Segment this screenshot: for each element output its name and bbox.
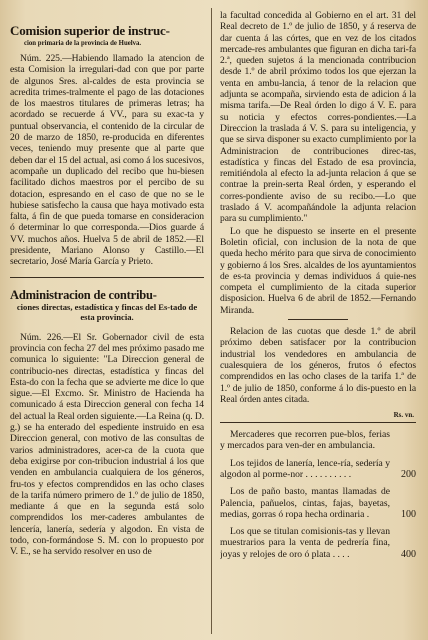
- signature-rule: [288, 319, 348, 320]
- currency-column-label: Rs. vn.: [393, 411, 414, 420]
- article-225-body: Núm. 225.—Habiendo llamado la atencion de esta Comision la irregulari-dad con que por parte de algunos Sres. al-caldes de esta provincia se acredita trimes-tralmente el pago de las dotaciones de los maestros titulares de primeras letras; ha acordado se recuerde á VV., para su exac-ta y puntual observancia, el contenido de la circular de 20 de marzo de 1850, re-producida en diferentes veces, teniendo muy presente que al parte que deben dar el 15 del actual, asi como á los sucesivos, acompañe un duplicado del recibo que hu-biesen facilitado dichos maestros por el percibo de su dotacion, espresando en el caso de que no se le hubiese satisfecho la causa que haya motivado esta falta, á fin de que pueda tomarse en consideracion ó determinar lo que corresponda.—Dios guarde á VV. muchos años. Huelva 5 de abril de 1852.—El presidente, Mariano Alonso y Castillo.—El secretario, José María García y Prieto.: [10, 53, 204, 268]
- relacion-intro: Relacion de las cuotas que desde 1.º de abril próximo deben satisfacer por la contribucion industrial los vendedores en ambulancia de cualesquiera de los géneros, frutos ó efectos comprendidos en las ocho clases de la tarifa 1.ª de 1.º de julio de 1850, conforme á lo dis-puesto en la Real órden antes citada.: [220, 326, 416, 405]
- item-text: Mercaderes que recorren pue-blos, ferias y mercados para ven-der en ambulancia.: [220, 429, 390, 452]
- item-value: 200: [401, 468, 416, 480]
- table-rule: [220, 422, 416, 423]
- list-item: [220, 526, 416, 560]
- article-226-continuation: la facultad concedida al Gobierno en el art. 31 del Real decreto de 1.º de julio de 1850, y á reserva de dar cuenta á las córtes, que en vez de los citados mercade-res ambulantes que figuran en dicha tari-fa 2.ª, queden sujetos á la mencionada contribucion desde 1.º de abril próximo todos los que ejerzan la venta en ambu-lancia, á tenor de la relacion que adjunta se acompaña, sirviendo esta de adicion á la misma tarifa.—De Real órden lo digo á V. E. para su noticia y efectos corres-pondientes.—La Direccion la traslada á V. S. para su inteligencia, y que se sirva disponer su exacto cumplimiento por la Administracion de contribuciones direc-tas, estadística y fincas del Estado de esa provincia, remitiéndola al efecto la ad-junta relacion á que se contrae la prein-serta Real órden, y esperando el corres-pondiente aviso de su recibo.—Lo que traslado á V. acompañándole la adjunta relacion para su cumplimiento.": [220, 10, 416, 225]
- item-text: Los que se titulan comisionis-tas y llevan muestrarios para la venta de pedrería fina, joyas y relojes de oro ó plata . . . .: [220, 526, 390, 560]
- publication-order-paragraph: Lo que he dispuesto se inserte en el presente Boletin oficial, con inclusion de la nota de que queda hecho mérito para que sirva de conocimiento y gobierno á los Sres. alcaldes de los ayuntamientos de es-ta provincia y demas individuos á quie-nes competa el cumplimiento de la citada superior disposicion. Huelva 6 de abril de 1852.—Fernando Miranda.: [220, 225, 416, 316]
- section-subtitle-comision: cion primaria de la provincia de Huelva.: [24, 40, 142, 47]
- list-item: [220, 486, 416, 520]
- list-item: [220, 429, 416, 452]
- section-divider: [10, 277, 204, 278]
- item-value: 100: [401, 508, 416, 520]
- item-text: Los tejidos de lanería, lence-ría, sedería y algodon al porme-nor . . . . . . . . . .: [220, 457, 390, 480]
- section-title-administracion: Administracion de contribu-: [10, 287, 157, 302]
- column-rule: [211, 8, 212, 634]
- section-subtitle-administracion: ciones directas, estadística y fincas del Es-tado de esta provincia.: [16, 301, 198, 323]
- article-226-body: Núm. 226.—El Sr. Gobernador civil de esta provincia con fecha 27 del mes próximo pasado me comunica lo siguiente: "La Direccion general de contribucio-nes directas, estadística y fincas del Esta-do con la fecha que se advierte me dice lo que sigue.—El Excmo. Sr. Ministro de Hacienda ha comunicado á esta Direccion general con fecha 14 del actual la Real orden siguiente.—La Reina (q. D. g.) se ha enterado del espediente instruido en esa Direccion general, con motivo de las consultas de varios administradores, acer-ca de la cuota que deba exigirse por con-tribucion industrial á los que venden en ambulancia cualquiera de los géneros, fru-tos y efectos comprendidos en las ocho clases de la tarifa número primero de 1.º de julio de 1850, mediante á que en la segunda está solo comprendidos los mer-caderes ambulantes de lencería, lanería, sedería y algodon. En vista de todo, con-formándose S. M. con lo propuesto por V. E., se ha servido resolver en uso de: [10, 331, 204, 558]
- item-value: 400: [401, 548, 416, 560]
- section-title-comision: Comision superior de instruc-: [10, 23, 170, 38]
- right-column: [220, 10, 416, 632]
- left-column: [10, 10, 204, 632]
- list-item: [220, 458, 416, 481]
- item-text: Los de paño basto, mantas llamadas de Palencia, pañuelos, cintas, fajas, bayetas, medias, gorras ó ropa hecha ordinaria .: [220, 486, 390, 520]
